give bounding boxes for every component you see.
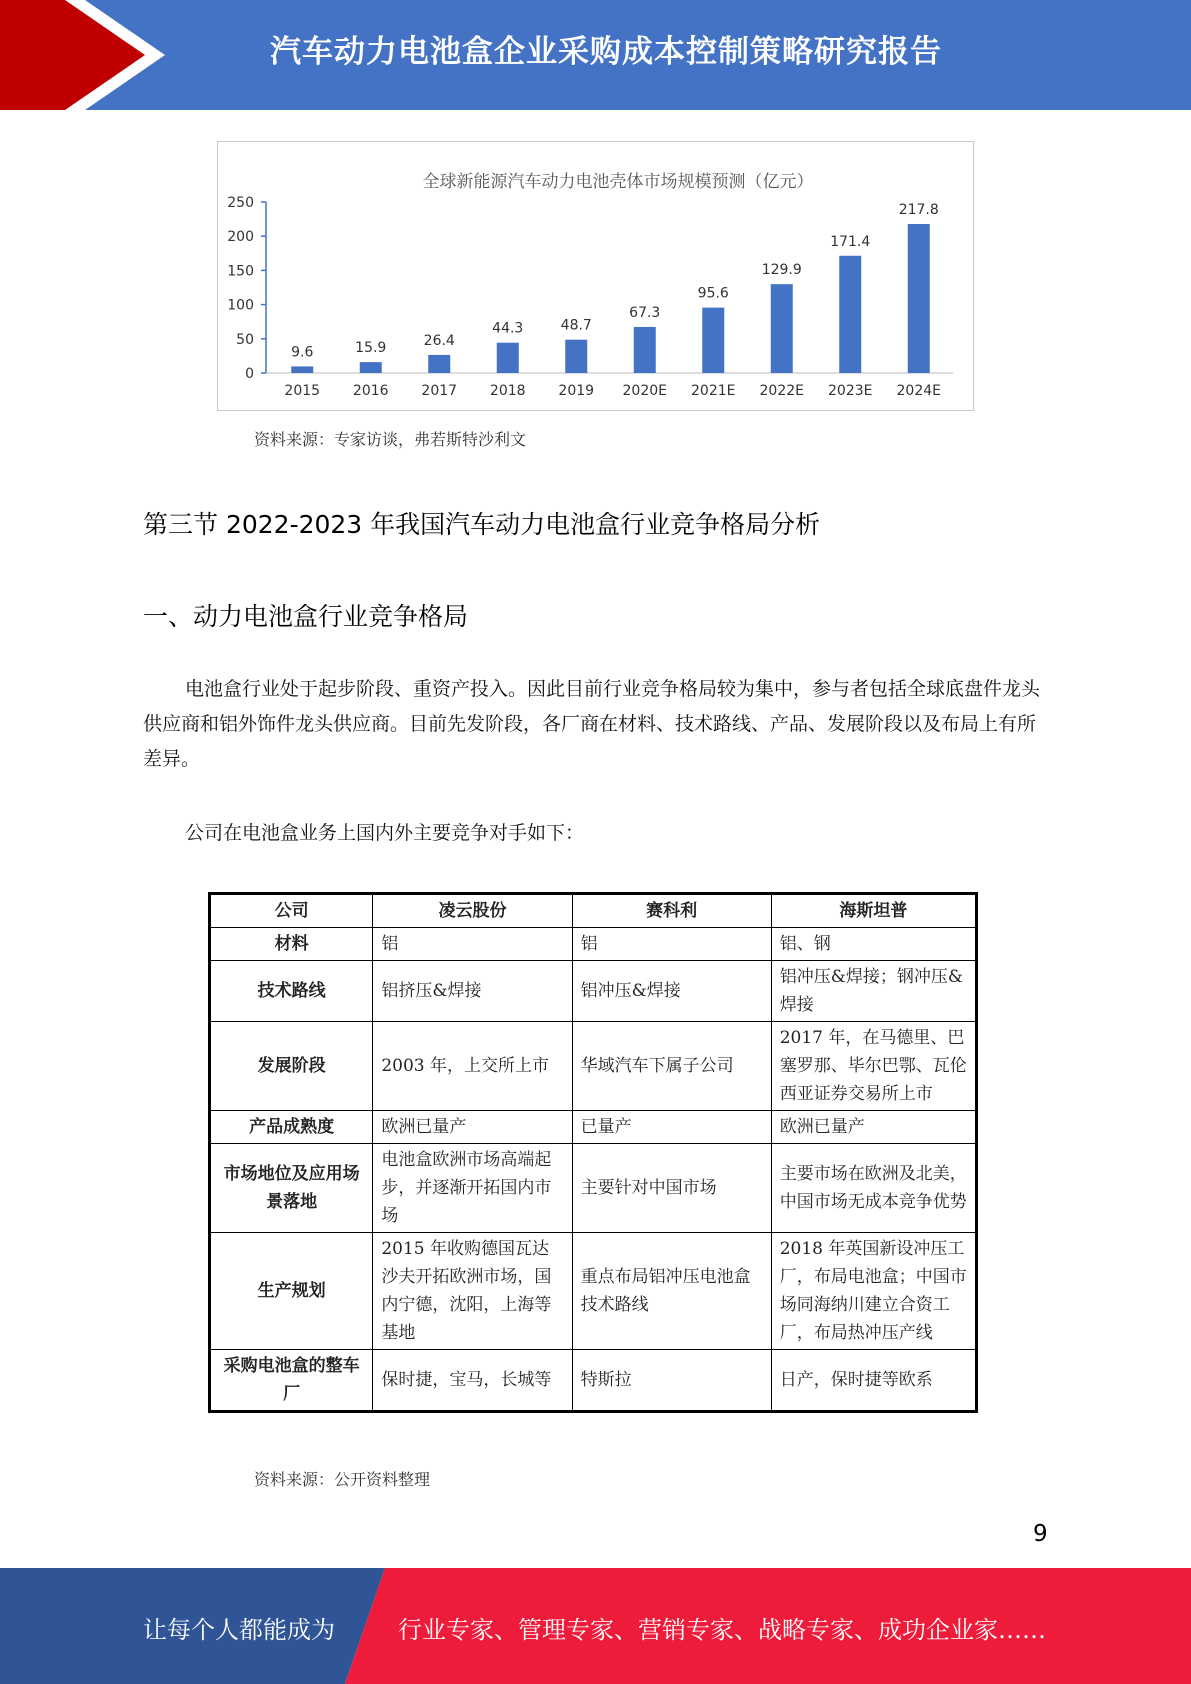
bar-2016 bbox=[360, 362, 382, 373]
footer-slogan-right: 行业专家、管理专家、营销专家、战略专家、成功企业家…… bbox=[398, 1616, 1046, 1644]
report-title: 汽车动力电池盒企业采购成本控制策略研究报告 bbox=[270, 34, 942, 70]
x-tick-label: 2017 bbox=[421, 383, 458, 399]
footer-slogan-left: 让每个人都能成为 bbox=[143, 1616, 335, 1644]
row-label: 发展阶段 bbox=[210, 1022, 373, 1111]
data-label: 48.7 bbox=[560, 317, 592, 334]
x-tick-label: 2023E bbox=[828, 383, 873, 399]
bar-2015 bbox=[291, 366, 313, 373]
table-cell: 电池盒欧洲市场高端起步，并逐渐开拓国内市场 bbox=[373, 1144, 572, 1233]
bar-2020E bbox=[634, 327, 656, 373]
table-cell: 主要市场在欧洲及北美，中国市场无成本竞争优势 bbox=[771, 1144, 976, 1233]
chart-title: 全球新能源汽车动力电池壳体市场规模预测（亿元） bbox=[422, 172, 814, 192]
bar-2018 bbox=[497, 343, 519, 373]
data-label: 95.6 bbox=[697, 285, 729, 302]
x-tick-label: 2018 bbox=[489, 383, 526, 399]
table-cell: 欧洲已量产 bbox=[771, 1111, 976, 1144]
table-cell: 欧洲已量产 bbox=[373, 1111, 572, 1144]
table-cell: 主要针对中国市场 bbox=[572, 1144, 771, 1233]
table-cell: 2015 年收购德国瓦达沙夫开拓欧洲市场，国内宁德，沈阳，上海等基地 bbox=[373, 1233, 572, 1350]
data-label: 9.6 bbox=[291, 344, 314, 361]
table-row bbox=[210, 1350, 977, 1412]
x-tick-label: 2021E bbox=[691, 383, 736, 399]
x-axis-labels bbox=[284, 383, 941, 399]
table-cell: 日产，保时捷等欧系 bbox=[771, 1350, 976, 1412]
x-tick-label: 2019 bbox=[558, 383, 595, 399]
table-cell: 2017 年，在马德里、巴塞罗那、毕尔巴鄂、瓦伦西亚证券交易所上市 bbox=[771, 1022, 976, 1111]
chart-source: 资料来源：专家访谈，弗若斯特沙利文 bbox=[254, 430, 527, 449]
x-tick-label: 2024E bbox=[896, 383, 941, 399]
table-cell: 铝挤压&焊接 bbox=[373, 961, 572, 1022]
table-row bbox=[210, 1233, 977, 1350]
header-company: 公司 bbox=[210, 894, 373, 928]
table-cell: 铝、钢 bbox=[771, 928, 976, 961]
row-label: 生产规划 bbox=[210, 1233, 373, 1350]
x-tick-label: 2016 bbox=[352, 383, 389, 399]
header-gestamp: 海斯坦普 bbox=[771, 894, 976, 928]
bar-2024E bbox=[908, 224, 930, 373]
y-tick-label: 250 bbox=[227, 195, 254, 211]
table-row bbox=[210, 1111, 977, 1144]
sub-heading: 一、动力电池盒行业竞争格局 bbox=[143, 602, 469, 631]
table-cell: 华域汽车下属子公司 bbox=[572, 1022, 771, 1111]
y-tick-label: 0 bbox=[245, 366, 254, 382]
bar-2021E bbox=[702, 308, 724, 373]
table-cell: 铝 bbox=[572, 928, 771, 961]
y-tick-label: 150 bbox=[227, 263, 254, 280]
header-saikeli: 赛科利 bbox=[572, 894, 771, 928]
market-size-chart bbox=[217, 141, 974, 411]
table-intro: 公司在电池盒业务上国内外主要竞争对手如下： bbox=[185, 822, 585, 844]
table-source: 资料来源：公开资料整理 bbox=[254, 1470, 431, 1489]
competitor-table bbox=[208, 892, 978, 1413]
table-row bbox=[210, 1022, 977, 1111]
row-label: 技术路线 bbox=[210, 961, 373, 1022]
bar-chart-canvas bbox=[218, 142, 973, 410]
page-header bbox=[0, 0, 1191, 110]
y-tick-label: 50 bbox=[236, 331, 254, 348]
table-cell: 重点布局铝冲压电池盒技术路线 bbox=[572, 1233, 771, 1350]
y-tick-label: 200 bbox=[227, 229, 254, 246]
data-label: 129.9 bbox=[761, 262, 802, 279]
body-paragraph: 电池盒行业处于起步阶段、重资产投入。因此目前行业竞争格局较为集中，参与者包括全球底盘件龙头供应商和铝外饰件龙头供应商。目前先发阶段，各厂商在材料、技术路线、产品、发展阶段以及布局上有所差异。 bbox=[143, 678, 1041, 770]
bar-2019 bbox=[565, 340, 587, 373]
table-header-row bbox=[210, 894, 977, 928]
row-label: 采购电池盒的整车厂 bbox=[210, 1350, 373, 1412]
table-cell: 铝 bbox=[373, 928, 572, 961]
x-tick-label: 2015 bbox=[284, 383, 321, 399]
table-row bbox=[210, 1144, 977, 1233]
x-tick-label: 2022E bbox=[759, 383, 804, 399]
table-cell: 铝冲压&焊接；钢冲压&焊接 bbox=[771, 961, 976, 1022]
table-cell: 已量产 bbox=[572, 1111, 771, 1144]
data-label: 26.4 bbox=[423, 332, 455, 349]
row-label: 市场地位及应用场景落地 bbox=[210, 1144, 373, 1233]
x-tick-label: 2020E bbox=[622, 383, 667, 399]
table-cell: 2003 年，上交所上市 bbox=[373, 1022, 572, 1111]
table-cell: 2018 年英国新设冲压工厂，布局电池盒；中国市场同海纳川建立合资工厂，布局热冲压产线 bbox=[771, 1233, 976, 1350]
table-row bbox=[210, 961, 977, 1022]
y-tick-label: 100 bbox=[227, 297, 254, 314]
data-label: 217.8 bbox=[898, 202, 939, 219]
bar-2017 bbox=[428, 355, 450, 373]
bar-series bbox=[291, 202, 939, 373]
header-lingyun: 凌云股份 bbox=[373, 894, 572, 928]
table-cell: 保时捷，宝马，长城等 bbox=[373, 1350, 572, 1412]
table-row bbox=[210, 928, 977, 961]
data-label: 171.4 bbox=[830, 233, 871, 250]
bar-2023E bbox=[839, 256, 861, 373]
table-cell: 特斯拉 bbox=[572, 1350, 771, 1412]
data-label: 15.9 bbox=[355, 340, 387, 357]
bar-2022E bbox=[771, 284, 793, 373]
row-label: 产品成熟度 bbox=[210, 1111, 373, 1144]
page-number: 9 bbox=[1033, 1521, 1048, 1547]
row-label: 材料 bbox=[210, 928, 373, 961]
table-cell: 铝冲压&焊接 bbox=[572, 961, 771, 1022]
section-heading: 第三节 2022-2023 年我国汽车动力电池盒行业竞争格局分析 bbox=[143, 510, 821, 539]
data-label: 44.3 bbox=[492, 320, 524, 337]
data-label: 67.3 bbox=[629, 304, 661, 321]
